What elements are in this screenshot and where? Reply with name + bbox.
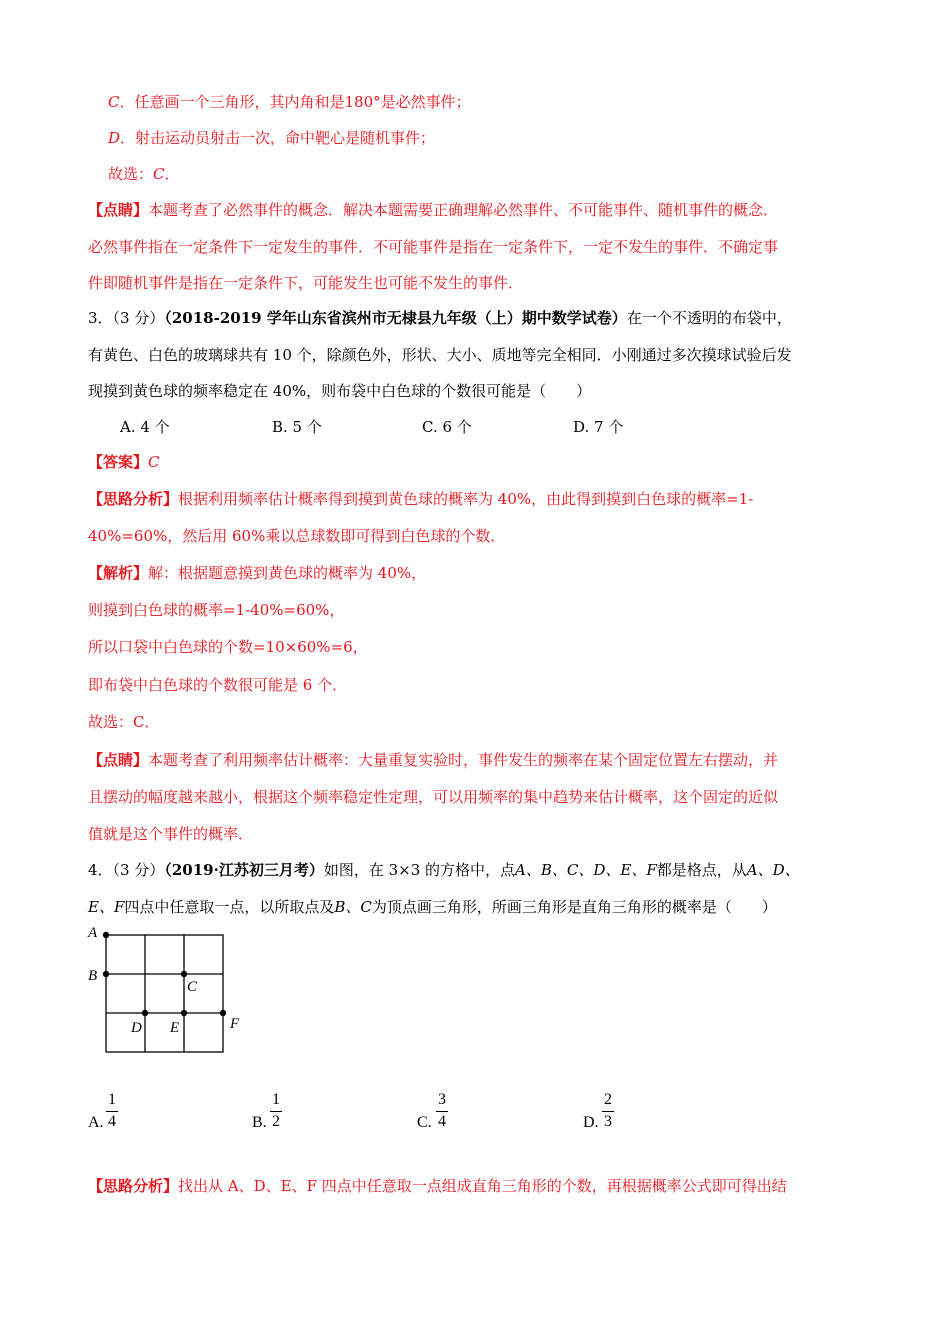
q3-stem-line2: 有黄色、白色的玻璃球共有 10 个，除颜色外，形状、大小、质地等完全相同．小刚通过多次摸球试验后发	[88, 346, 792, 364]
point-d	[142, 1010, 148, 1016]
q3-note-line1	[88, 750, 778, 770]
q3-note-line3: 值就是这个事件的概率．	[88, 825, 254, 843]
stem-text: 如图，在 3×3 的方格中，点	[323, 861, 516, 879]
q3-solution-line4: 即布袋中白色球的个数很可能是 6 个．	[88, 676, 348, 694]
option-text: ．射击运动员射击一次，命中靶心是随机事件；	[120, 129, 436, 147]
question-score: （3 分）	[112, 861, 165, 879]
point-f	[220, 1010, 226, 1016]
fraction	[105, 1090, 119, 1132]
point-a	[103, 932, 109, 938]
stem-text: 都是格点，从	[656, 861, 747, 879]
q3-solution-line1	[88, 563, 426, 583]
label-d: D	[131, 1020, 142, 1036]
stem-text: 为顶点画三角形，所画三角形是直角三角形的概率是（ ）	[371, 898, 777, 916]
numerator: 1	[108, 1091, 116, 1108]
point-c	[181, 971, 187, 977]
q3-analysis-line1	[88, 489, 753, 509]
answer-tag: 【答案】	[88, 453, 149, 471]
question-score: （3 分）	[112, 309, 165, 327]
denominator: 3	[604, 1113, 612, 1130]
option-letter: B.	[252, 1114, 267, 1131]
grid-figure	[84, 922, 254, 1062]
analysis-text: 根据利用频率估计概率得到摸到黄色球的概率为 40%，由此得到摸到白色球的概率=1-	[178, 490, 754, 508]
q2-note-line2: 必然事件指在一定条件下一定发生的事件．不可能事件是指在一定条件下，一定不发生的事件．不确定事	[88, 238, 779, 256]
label-b: B	[88, 968, 98, 984]
option-letter: A.	[88, 1114, 104, 1131]
option-letter: C	[108, 93, 120, 111]
q3-solution-line3: 所以口袋中白色球的个数=10×60%=6，	[88, 638, 368, 656]
analysis-text: 找出从 A、D、E、F 四点中任意取一点组成直角三角形的个数，再根据概率公式即可得出结	[178, 1177, 787, 1195]
point-names: A、B、C、D、E、F	[515, 861, 657, 879]
q2-option-c	[108, 92, 471, 112]
fraction	[269, 1090, 283, 1132]
q3-stem-line1	[88, 308, 792, 328]
point-b	[103, 971, 109, 977]
question-number: 3．	[88, 309, 113, 327]
option-letter: D	[108, 129, 121, 147]
stem-text: 在一个不透明的布袋中，	[626, 309, 792, 327]
grid-lines	[106, 935, 223, 1052]
q3-stem-line3: 现摸到黄色球的频率稳定在 40%，则布袋中白色球的个数很可能是（ ）	[88, 382, 592, 400]
choose-label: 故选：	[108, 165, 154, 183]
point-names: E、F	[88, 898, 125, 916]
fraction	[601, 1090, 615, 1132]
note-text: 本题考查了必然事件的概念．解决本题需要正确理解必然事件、不可能事件、随机事件的概念．	[148, 201, 779, 219]
q4-stem-line1	[88, 860, 800, 880]
analysis-tag: 【思路分析】	[88, 490, 179, 508]
option-text: ．任意画一个三角形，其内角和是180°是必然事件；	[119, 93, 471, 111]
choose-end: ．	[164, 165, 180, 183]
point-e	[181, 1010, 187, 1016]
q3-option-d: D. 7 个	[573, 418, 624, 436]
numerator: 3	[438, 1091, 446, 1108]
numerator: 2	[604, 1091, 612, 1108]
q3-answer	[88, 452, 160, 472]
q2-note-line3: 件即随机事件是指在一定条件下，可能发生也可能不发生的事件．	[88, 274, 524, 292]
q2-option-d	[108, 128, 435, 148]
stem-text: 四点中任意取一点，以所取点及	[124, 898, 335, 916]
question-number: 4．	[88, 861, 113, 879]
label-f: F	[230, 1016, 240, 1032]
question-source: （2019·江苏初三月考）	[164, 861, 324, 879]
denominator: 4	[438, 1113, 446, 1130]
denominator: 2	[272, 1113, 280, 1130]
analysis-tag: 【思路分析】	[88, 1177, 179, 1195]
denominator: 4	[108, 1113, 116, 1130]
note-tag: 【点睛】	[88, 751, 149, 769]
q3-option-b: B. 5 个	[272, 418, 322, 436]
label-a: A	[88, 925, 98, 941]
answer-value: C	[148, 453, 160, 471]
label-e: E	[170, 1020, 180, 1036]
solution-tag: 【解析】	[88, 564, 149, 582]
note-tag: 【点睛】	[88, 201, 149, 219]
q4-analysis-line1	[88, 1176, 787, 1196]
q3-option-a: A. 4 个	[120, 418, 170, 436]
option-letter: C.	[417, 1114, 432, 1131]
q4-stem-line2	[88, 897, 777, 917]
q3-solution-line2: 则摸到白色球的概率=1-40%=60%，	[88, 601, 345, 619]
q3-option-c: C. 6 个	[422, 418, 472, 436]
choose-answer: C	[153, 165, 165, 183]
numerator: 1	[272, 1091, 280, 1108]
q3-note-line2: 且摆动的幅度越来越小，根据这个频率稳定性定理，可以用频率的集中趋势来估计概率，这个固定的近似	[88, 788, 779, 806]
solution-text: 解：根据题意摸到黄色球的概率为 40%，	[148, 564, 427, 582]
point-names: B、C	[334, 898, 372, 916]
question-source: （2018-2019 学年山东省滨州市无棣县九年级（上）期中数学试卷）	[164, 309, 627, 327]
point-names: A、D、	[746, 861, 800, 879]
q2-choose	[108, 164, 180, 184]
q3-analysis-line2: 40%=60%，然后用 60%乘以总球数即可得到白色球的个数．	[88, 527, 506, 545]
q3-choose: 故选：C．	[88, 713, 160, 731]
note-text: 本题考查了利用频率估计概率：大量重复实验时，事件发生的频率在某个固定位置左右摆动，并	[148, 751, 779, 769]
label-c: C	[187, 979, 198, 995]
q2-note-line1	[88, 200, 778, 220]
option-letter: D.	[583, 1114, 599, 1131]
fraction	[435, 1090, 449, 1132]
